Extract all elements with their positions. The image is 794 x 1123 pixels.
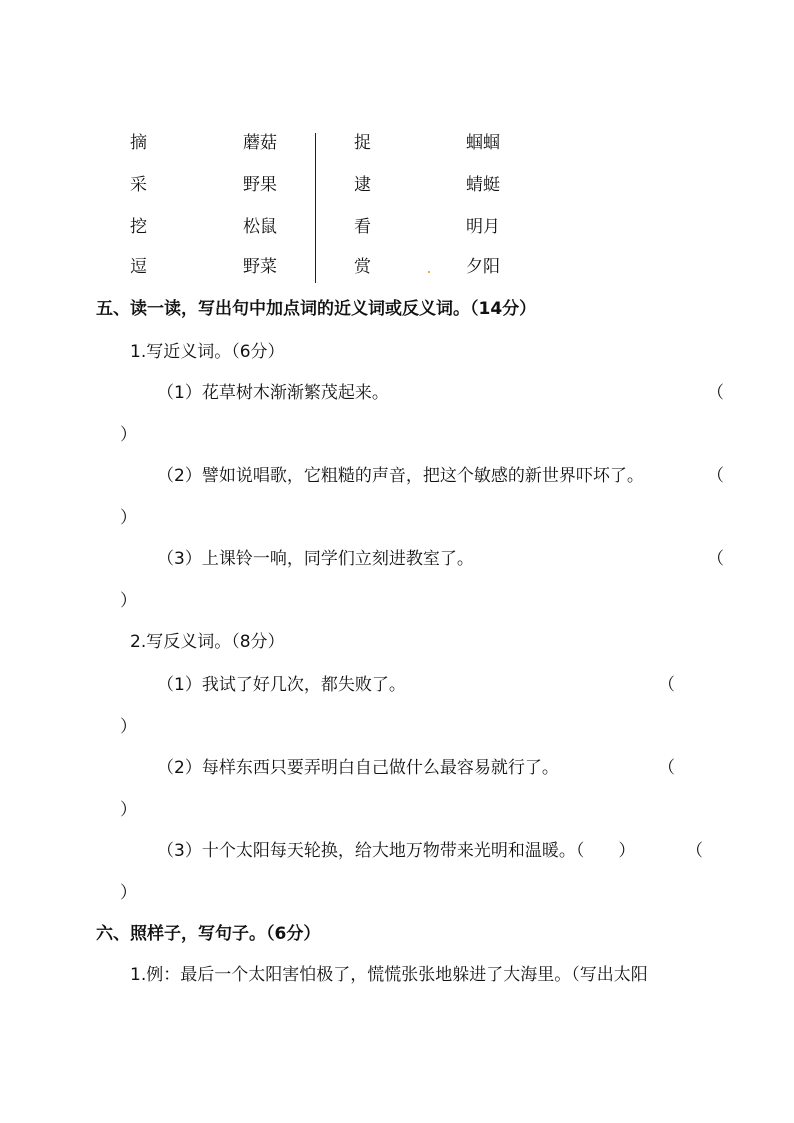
antonym-q2-open-paren: （ <box>658 758 675 778</box>
table-divider <box>315 133 316 283</box>
synonym-q2-open-paren: （ <box>707 466 724 486</box>
noun-6: 蜻蜓 <box>466 175 500 195</box>
synonym-q2: （2）譬如说唱歌，它粗糙的声音，把这个敏感的新世界吓坏了。 <box>157 466 644 486</box>
synonym-q1-close-paren: ） <box>120 425 137 445</box>
synonym-q3: （3）上课铃一响，同学们立刻进教室了。 <box>157 549 474 569</box>
antonym-q3-close-paren: ） <box>120 883 137 903</box>
noun-4: 野菜 <box>243 257 277 277</box>
verb-3: 挖 <box>130 217 147 237</box>
noun-3: 松鼠 <box>243 217 277 237</box>
antonym-q1: （1）我试了好几次，都失败了。 <box>157 675 406 695</box>
noun-8: 夕阳 <box>466 257 500 277</box>
verb-1: 摘 <box>130 133 147 153</box>
verb-6: 逮 <box>354 175 371 195</box>
synonym-q3-close-paren: ） <box>120 591 137 611</box>
stray-dot <box>428 271 430 273</box>
part1-title: 1.写近义词。（6分） <box>130 342 285 362</box>
antonym-q2-close-paren: ） <box>120 800 137 820</box>
noun-7: 明月 <box>466 217 500 237</box>
verb-5: 捉 <box>354 133 371 153</box>
noun-5: 蝈蝈 <box>466 133 500 153</box>
part2-title: 2.写反义词。（8分） <box>130 632 285 652</box>
synonym-q1-open-paren: （ <box>707 383 724 403</box>
antonym-q1-open-paren: （ <box>658 675 675 695</box>
synonym-q3-open-paren: （ <box>707 549 724 569</box>
verb-7: 看 <box>354 217 371 237</box>
section5-title: 五、读一读，写出句中加点词的近义词或反义词。（14分） <box>96 299 537 319</box>
noun-1: 蘑菇 <box>243 133 277 153</box>
synonym-q1: （1）花草树木渐渐繁茂起来。 <box>157 383 389 403</box>
verb-2: 采 <box>130 175 147 195</box>
antonym-q3: （3）十个太阳每天轮换，给大地万物带来光明和温暖。（ ） <box>157 841 636 861</box>
verb-4: 逗 <box>130 257 147 277</box>
verb-8: 赏 <box>354 257 371 277</box>
synonym-q2-close-paren: ） <box>120 508 137 528</box>
antonym-q2: （2）每样东西只要弄明白自己做什么最容易就行了。 <box>157 758 559 778</box>
section6-example: 1.例：最后一个太阳害怕极了，慌慌张张地躲进了大海里。（写出太阳 <box>130 965 648 985</box>
section6-title: 六、照样子，写句子。（6分） <box>96 924 321 944</box>
antonym-q3-open-paren: （ <box>686 841 703 861</box>
antonym-q1-close-paren: ） <box>120 717 137 737</box>
noun-2: 野果 <box>243 175 277 195</box>
